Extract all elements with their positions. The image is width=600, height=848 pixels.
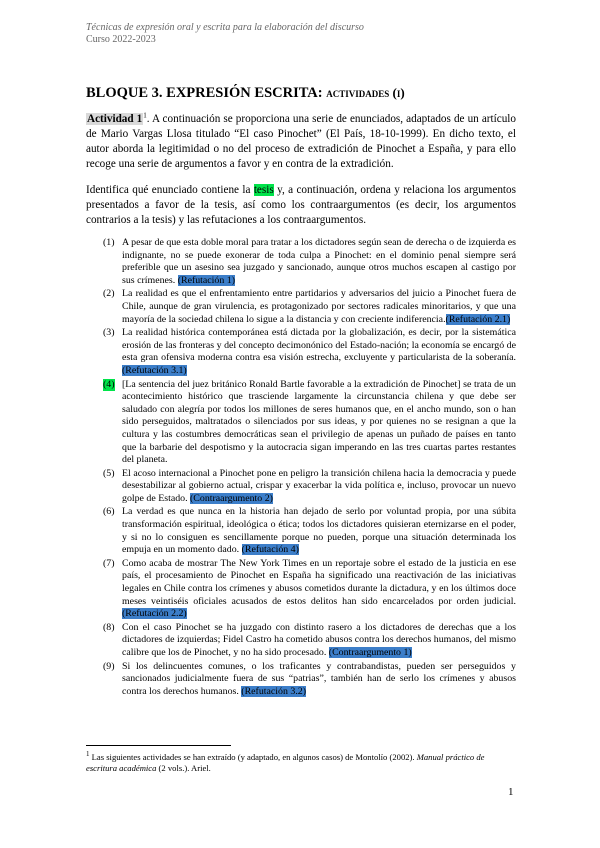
item-text: La realidad histórica contemporánea está dictada por la globalización, es decir, por la sistemática erosión de las fronteras y del concepto decimonónico del Estado-nación; la economía se encargó de esta gran ofensiva moderna contra esa visión estrecha, excluyente y particularista de la soberanía.: [122, 327, 516, 364]
item-text: Como acaba de mostrar The New York Times en un reportaje sobre el estado de la justicia en ese país, el procesamiento de Pinochet en España ha significado una reactivación de las iniciativas legales en Chile contra los crímenes y abusos cometidos durante la dictadura, y en los últimos doce meses veintiséis oficiales acusados de estos delitos han sido encarcelados por orden judicial.: [122, 557, 516, 607]
item-tag: (Contraargumento 2): [190, 492, 273, 504]
list-item: [103, 558, 516, 621]
item-tag: (Refutación 2.2): [122, 608, 187, 620]
list-item: [103, 506, 516, 556]
footnote-book-title: Manual práctico de escritura académica: [86, 752, 485, 773]
instructions-post: y, a continuación, ordena y relaciona los argumentos presentados a favor de la tesis, así como los contraargumentos (es decir, los argumentos contrarios a la tesis) y las refutaciones a los contraargumentos.: [86, 184, 516, 226]
item-text: [La sentencia del juez británico Ronald Bartle favorable a la extradición de Pinochet] se trata de un acontecimiento histórico que trasciende largamente la circunstancia chilena y que debe ser saludado con alegría por todos los millones de seres humanos que, en el ancho mundo, son o han sido perseguidos, maltratados o silenciados por sus ideas, y por quienes no se resignan a que la cultura y las costumbres democráticas sean el privilegio de apenas un puñado de países en tanto que la barbarie del despotismo y la autocracia sigan imperando en las tres cuartas partes restantes del planeta.: [122, 378, 516, 466]
item-tag: (Refutación 2.1): [445, 313, 511, 325]
list-item: [103, 327, 516, 377]
footnote-tail: (2 vols.). Ariel.: [156, 763, 211, 773]
item-tag: (Refutación 3.2): [241, 685, 307, 697]
item-text: Con el caso Pinochet se ha juzgado con distinto rasero a los dictadores de derechas que a los dictadores de izquierdas; Fidel Castro ha cometido abusos contra los derechos humanos, del mismo calibre que los de Pinochet, y no ha sido procesado.: [122, 621, 516, 658]
item-text: La verdad es que nunca en la historia han dejado de serlo por voluntad propia, por una súbita transformación espiritual, ideológica o ética; todos los dictadores quisieran eternizarse en el poder, y si no lo consiguen es sencillamente porque no pueden, porque una situación determinada los empuja en un momento dado.: [122, 506, 516, 556]
list-item: [103, 237, 516, 287]
item-tag: (Refutación 1): [177, 274, 235, 286]
item-number: (2): [103, 288, 115, 300]
footnote-text: Las siguientes actividades se han extraído (y adaptado, en algunos casos) de Montolío (2002).: [91, 752, 417, 762]
list-item: [103, 379, 516, 467]
footnote-ref[interactable]: 1: [143, 111, 147, 120]
activity-intro-text: . A continuación se proporciona una serie de enunciados, adaptados de un artículo de Mario Vargas Llosa titulado “El caso Pinochet” (El País, 18-10-1999). En dicho texto, el autor aborda la legitimidad o no del proceso de extradición de Pinochet a España, y para ello recoge una serie de argumentos a favor y en contra de la extradición.: [86, 113, 516, 170]
footnote-marker: 1: [86, 750, 90, 759]
header-year: Curso 2022-2023: [86, 34, 156, 45]
item-number: (4): [103, 378, 115, 390]
statement-list: [103, 237, 516, 699]
section-title-sub: actividades (i): [326, 85, 405, 100]
item-number: (7): [103, 557, 115, 569]
list-item: [103, 622, 516, 660]
footnote-divider: [86, 745, 231, 746]
tesis-highlight: tesis: [253, 184, 274, 196]
item-number: (5): [103, 467, 115, 479]
item-text: El acoso internacional a Pinochet pone en peligro la transición chilena hacia la democracia y puede desestabilizar al gobierno actual, crispar y exacerbar la vida política e, incluso, provocar un nuevo golpe de Estado.: [122, 467, 516, 504]
instructions: [86, 183, 516, 228]
activity-intro: [86, 112, 516, 172]
item-number: (8): [103, 621, 115, 633]
page-number: 1: [508, 786, 514, 798]
section-title: [86, 85, 516, 102]
item-number: (6): [103, 506, 115, 518]
item-number: (9): [103, 660, 115, 672]
footnote: [86, 752, 516, 774]
running-header: [86, 22, 364, 46]
item-number: (1): [103, 237, 115, 248]
instructions-pre: Identifica qué enunciado contiene la: [86, 184, 254, 196]
item-text: Si los delincuentes comunes, o los traficantes y contrabandistas, pueden ser perseguidos y sancionados judicialmente fuera de sus “patrias”, también han de serlo los crímenes y abusos contra los derechos humanos.: [122, 660, 516, 697]
item-text: A pesar de que esta doble moral para tratar a los dictadores según sean de derecha o de izquierda es indignante, no se puede exonerar de toda culpa a Pinochet: en el dominio penal siempre será preferible que un asesino sea juzgado y sancionado, aunque otros muchos escapen al castigo por sus crímenes.: [122, 237, 516, 286]
list-item: [103, 288, 516, 326]
list-item: [103, 661, 516, 699]
item-number: (3): [103, 327, 115, 339]
item-text: La realidad es que el enfrentamiento entre partidarios y adversarios del juicio a Pinochet fuera de Chile, aunque de gran virulencia, es protagonizado por sectores radicales minoritarios, y que una mayoría de la sociedad chilena lo sigue a la distancia y con creciente indiferencia.: [122, 288, 516, 325]
section-title-main: BLOQUE 3. EXPRESIÓN ESCRITA:: [86, 85, 323, 101]
activity-label: Actividad 1: [87, 113, 143, 125]
header-course-title: Técnicas de expresión oral y escrita para la elaboración del discurso: [86, 22, 364, 33]
item-tag: (Contraargumento 1): [328, 647, 412, 658]
list-item: [103, 468, 516, 506]
item-tag: (Refutación 3.1): [122, 364, 187, 376]
item-tag: (Refutación 4): [241, 544, 299, 556]
